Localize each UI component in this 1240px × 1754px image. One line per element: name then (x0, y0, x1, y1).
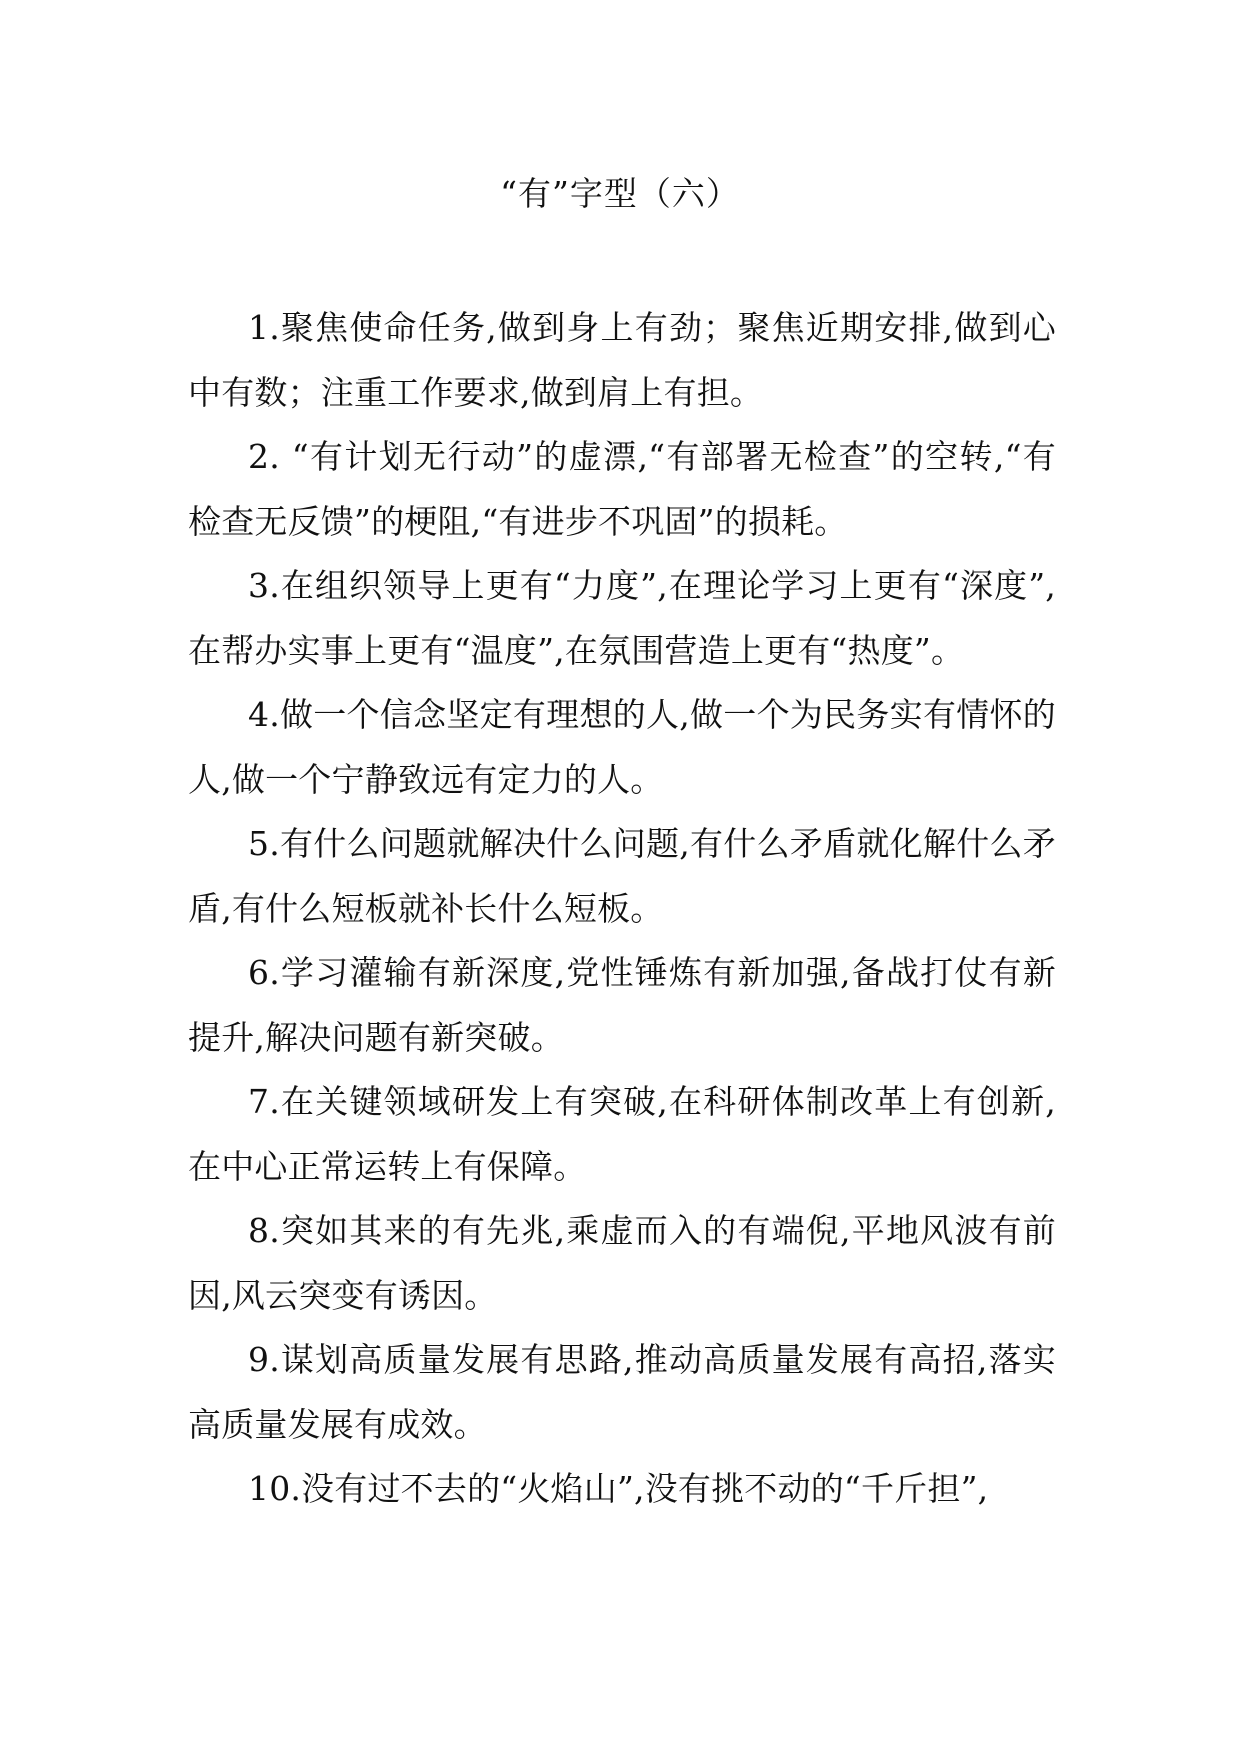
paragraph-6: 6.学习灌输有新深度,党性锤炼有新加强,备战打仗有新提升,解决问题有新突破。 (188, 953, 1056, 1057)
paragraph-1: 1.聚焦使命任务,做到身上有劲；聚焦近期安排,做到心中有数；注重工作要求,做到肩上有担。 (188, 308, 1056, 412)
paragraph-10: 10.没有过不去的“火焰山”,没有挑不动的“千斤担”, (248, 1469, 989, 1508)
paragraph-9: 9.谋划高质量发展有思路,推动高质量发展有高招,落实高质量发展有成效。 (188, 1340, 1056, 1444)
paragraph-3: 3.在组织领导上更有“力度”,在理论学习上更有“深度”,在帮办实事上更有“温度”,在氛围营造上更有“热度”。 (188, 566, 1056, 670)
paragraph-7: 7.在关键领域研发上有突破,在科研体制改革上有创新,在中心正常运转上有保障。 (188, 1082, 1056, 1186)
document-body (188, 296, 1056, 1522)
document-title: “有”字型（六） (500, 174, 740, 213)
paragraph-2: 2. “有计划无行动”的虚漂,“有部署无检查”的空转,“有检查无反馈”的梗阻,“有进步不巩固”的损耗。 (188, 437, 1056, 541)
paragraph-5: 5.有什么问题就解决什么问题,有什么矛盾就化解什么矛盾,有什么短板就补长什么短板。 (188, 824, 1056, 928)
paragraph-4: 4.做一个信念坚定有理想的人,做一个为民务实有情怀的人,做一个宁静致远有定力的人。 (188, 695, 1056, 799)
paragraph-8: 8.突如其来的有先兆,乘虚而入的有端倪,平地风波有前因,风云突变有诱因。 (188, 1211, 1056, 1315)
